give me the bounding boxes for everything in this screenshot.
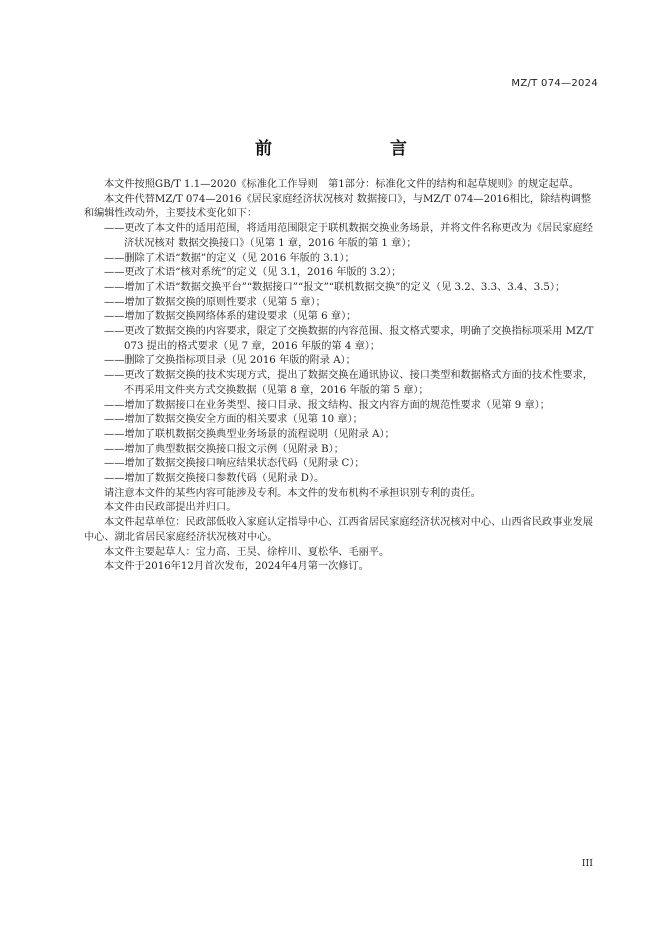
change-item: ——增加了数据交换接口响应结果状态代码（见附录 C）； bbox=[104, 458, 365, 470]
page-number: III bbox=[581, 858, 593, 869]
change-item: ——增加了数据交换接口参数代码（见附录 D）。 bbox=[104, 473, 325, 485]
change-item: ——增加了数据交换的原则性要求（见第 5 章）； bbox=[104, 296, 326, 308]
paragraph: 请注意本文件的某些内容可能涉及专利。本文件的发布机构不承担识别专利的责任。 bbox=[104, 487, 481, 499]
change-item: ——增加了典型数据交换接口报文示例（见附录 B）； bbox=[104, 443, 344, 455]
change-item: ——增加了数据交换网络体系的建设要求（见第 6 章）； bbox=[104, 311, 357, 323]
change-item: ——删除了交换指标项目录（见 2016 年版的附录 A）； bbox=[104, 355, 356, 367]
foreword-body bbox=[84, 178, 600, 575]
page-title: 前 言 bbox=[255, 139, 435, 159]
change-item: ——更改了术语“核对系统”的定义（见 3.1，2016 年版的 3.2）； bbox=[104, 267, 402, 279]
paragraph: 本文件起草单位：民政部低收入家庭认定指导中心、江西省居民家庭经济状况核对中心、山西省民政事业发展中心、湖北省居民家庭经济状况核对中心。 bbox=[84, 517, 593, 543]
change-item: ——增加了数据交换安全方面的相关要求（见第 10 章）； bbox=[104, 414, 363, 426]
paragraph: 本文件由民政部提出并归口。 bbox=[104, 502, 237, 514]
standard-code: MZ/T 074—2024 bbox=[511, 78, 598, 89]
change-item: ——更改了本文件的适用范围，将适用范围限定于联机数据交换业务场景，并将文件名称更改为《居民家庭经济状况核对 数据交换接口》（见第 1 章，2016 年版的第 1 章）； bbox=[104, 223, 593, 249]
paragraph: 本文件按照GB/T 1.1—2020《标准化工作导则 第1部分：标准化文件的结构和起草规则》的规定起草。 bbox=[104, 179, 580, 190]
paragraph: 本文件于2016年12月首次发布，2024年4月第一次修订。 bbox=[104, 561, 369, 573]
change-item: ——增加了术语“数据交换平台”“数据接口”“报文”“联机数据交换”的定义（见 3.2、3.3、3.4、3.5）； bbox=[104, 281, 566, 293]
paragraph: 本文件代替MZ/T 074—2016《居民家庭经济状况核对 数据接口》，与MZ/T 074—2016相比，除结构调整和编辑性改动外，主要技术变化如下： bbox=[84, 193, 592, 220]
change-item: ——更改了数据交换的内容要求，限定了交换数据的内容范围、报文格式要求，明确了交换指标项采用 MZ/T 073 提出的格式要求（见 7 章，2016 年版的第 4 章）； bbox=[104, 326, 594, 352]
paragraph: 本文件主要起草人：宝力高、王昊、徐梓川、夏松华、毛丽平。 bbox=[104, 546, 390, 558]
change-item: ——增加了联机数据交换典型业务场景的流程说明（见附录 A）； bbox=[104, 428, 395, 440]
change-item: ——删除了术语“数据”的定义（见 2016 年版的 3.1）； bbox=[104, 252, 355, 264]
change-item: ——更改了数据交换的技术实现方式，提出了数据交换在通讯协议、接口类型和数据格式方面的技术性要求，不再采用文件夹方式交换数据（见第 8 章，2016 年版的第 5 章）； bbox=[104, 370, 593, 396]
change-item: ——增加了数据接口在业务类型、接口目录、报文结构、报文内容方面的规范性要求（见第 9 章）； bbox=[104, 399, 550, 411]
